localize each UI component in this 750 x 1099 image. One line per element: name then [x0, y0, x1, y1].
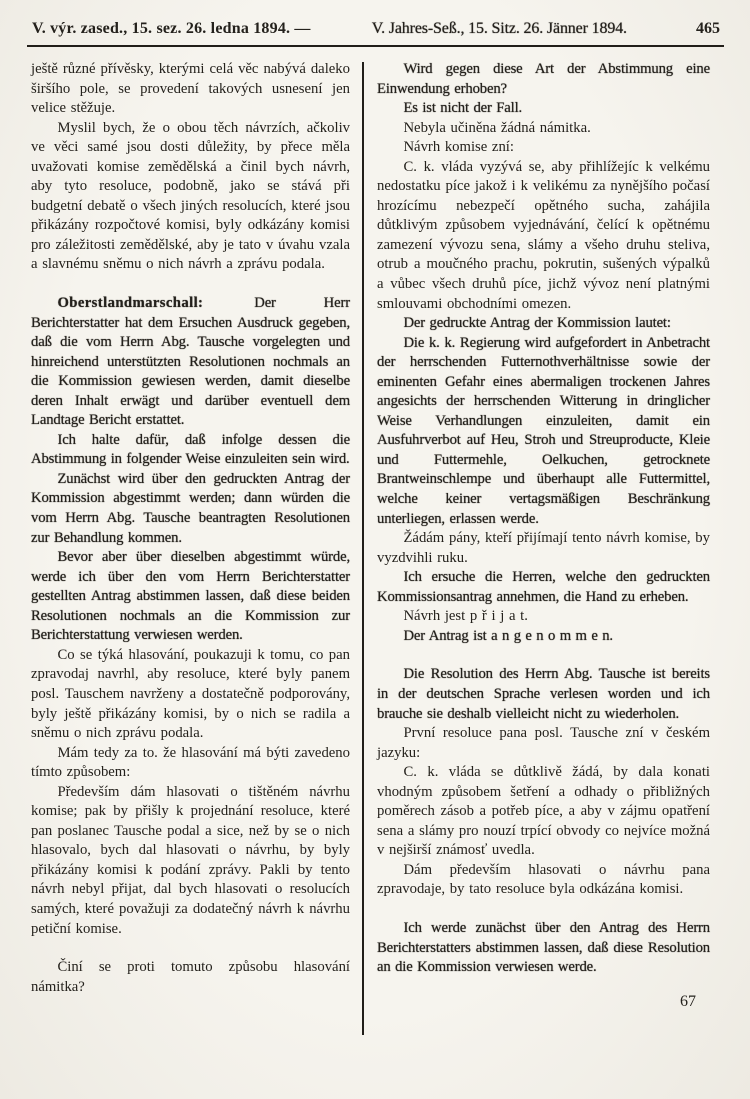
speech-paragraph: Wird gegen diese Art der Abstimmung eine Einwendung erhoben?: [377, 61, 710, 97]
speech-paragraph: Žádám pány, kteří přijímají tento návrh komise, by vyzdvihli ruku.: [377, 530, 710, 566]
resolution-text: Die k. k. Regierung wird aufgefordert in Anbetracht der herrschenden Futternothverhältnisse sowie der eminenten Gefahr eines abermaligen trockenen Jahres angesichts der herrschenden Witterung in dringlicher Weise Verhandlungen einzuleiten, damit ein Ausfuhrverbot auf Heu, Stroh und Streuproducte, Kleie und Futtermehle, Oelkuchen, getrocknete Brantweinschlempe und überhaupt alle Futtermittel, welche keiner vertagsmäßigen Beschränkung unterliegen, erlassen werde.: [377, 334, 710, 527]
left-column: [31, 60, 362, 1035]
resolution-text: C. k. vláda se důtklivě žádá, by dala konati vhodným způsobem šetření a odhady o přibližných poměrech zásob a potřeb píce, a aby v zájmu opatření sena a slámy pro nouzí trpící obvody co nejvíce možná v nejširší známosť uvedla.: [377, 764, 710, 859]
vote-result: Der Antrag ist a n g e n o m m e n.: [403, 627, 613, 644]
speech-paragraph: Myslil bych, že o obou těch návrzích, ačkoliv ve věci samé jsou dosti důležity, by přece měla uvažovati komise zemědělská a činil bych návrh, aby tyto resoluce, podobně, jako se stává při budgetní debatě o všech jiných resolucích, které jsou přikázány rozpočtové komisi, byly odkázány komisi pro záležitosti zemědělské, aby je tato v úvahu vzala a slavnému sněmu o nich návrh a zprávu podala.: [31, 119, 350, 273]
speaker-name: Oberstlandmarschall:: [57, 295, 204, 312]
page-header: [0, 0, 750, 38]
speech-paragraph: Ich werde zunächst über den Antrag des Herrn Berichterstatters abstimmen lassen, daß diese Resolution an die Kommission verwiesen werde.: [377, 919, 710, 976]
speech-paragraph: Ich halte dafür, daß infolge dessen die Abstimmung in folgender Weise einzuleiten sein wird.: [31, 431, 350, 468]
speech-paragraph: Ich ersuche die Herren, welche den gedruckten Kommissionsantrag annehmen, die Hand zu erheben.: [377, 569, 710, 605]
speech-paragraph: [31, 294, 350, 431]
right-column: [364, 60, 710, 1035]
signature-number: 67: [680, 992, 696, 1010]
vote-result: Návrh jest p ř i j a t.: [403, 608, 528, 625]
speech-paragraph: Mám tedy za to. že hlasování má býti zavedeno tímto způsobem:: [31, 744, 350, 781]
speech-paragraph: Bevor aber über dieselben abgestimmt würde, werde ich über den vom Herrn Berichterstatter gestellten Antrag abstimmen lassen, daß diese beiden Resolutionen nochmals an die Kommission zur Berichterstattung verwiesen werden.: [31, 549, 350, 644]
header-session-czech: V. výr. zased., 15. sez. 26. ledna 1894. —: [32, 20, 311, 37]
speech-paragraph: První resoluce pana posl. Tausche zní v českém jazyku:: [377, 725, 710, 761]
speech-paragraph: Es ist nicht der Fall.: [403, 100, 523, 117]
header-session-german: V. Jahres-Seß., 15. Sitz. 26. Jänner 1894.: [371, 20, 627, 37]
resolution-text: C. k. vláda vyzývá se, aby přihlížejíc k velkému nedostatku píce jakož i k velikému za nynějšího počasí hrozícímu nebezpečí opětného sucha, zahájila důtklivým způsobem vyjednávání, čelící k opětnému zamezení vývozu sena, slámy a všeho druhu steliva, otrub a moučného prachu, pokrutin, sušených výpalků a vůbec všech druhů píce, jichž vývoz není platnými smlouvami obchodními omezen.: [377, 158, 710, 312]
text-columns: [0, 47, 750, 1035]
speech-paragraph: Zunächst wird über den gedruckten Antrag der Kommission abgestimmt werden; dann würden die vom Herrn Abg. Tausche beantragten Resolutionen zur Behandlung kommen.: [31, 470, 350, 546]
speech-paragraph: Nebyla učiněna žádná námitka.: [403, 119, 591, 136]
speech-paragraph: ještě různé přívěsky, kterými celá věc nabývá daleko širšího pole, se provedení takových usnesení jen velice stěžuje.: [31, 61, 350, 117]
speech-paragraph: Především dám hlasovati o tištěném návrhu komise; pak by přišly k projednání resoluce, které pan poslanec Tausche podal a sice, než by se o nich hlasovalo, bych dal hlasovati o návrhu, by byly přikázány komisi k podání zprávy. Pakli by tento návrh nebyl přijat, dal bych hlasovati o resolucích samých, které považuji za dodatečný návrh k návrhu petiční komise.: [31, 783, 350, 937]
speech-paragraph: Dám především hlasovati o návrhu pana zpravodaje, by tato resoluce byla odkázána komisi.: [377, 861, 710, 898]
speech-paragraph: Die Resolution des Herrn Abg. Tausche ist bereits in der deutschen Sprache verlesen worden und ich brauche sie deshalb vielleicht nicht zu wiederholen.: [377, 666, 710, 722]
speech-paragraph: Činí se proti tomuto způsobu hlasování námitka?: [31, 959, 350, 995]
speech-paragraph: Návrh komise zní:: [403, 139, 514, 156]
speech-paragraph: Co se týká hlasování, poukazuji k tomu, co pan zpravodaj navrhl, aby resoluce, které byly panem posl. Tauschem navrženy a dostatečně podporovány, byly ještě přikázány komisi, by o nich se radila a sněmu o nich zprávu podala.: [31, 646, 350, 742]
speech-paragraph: Der gedruckte Antrag der Kommission lautet:: [403, 315, 671, 332]
speech-text: Der Herr Berichterstatter hat dem Ersuchen Ausdruck gegeben, daß die vom Herrn Abg. Tausche vorgelegten und hinreichend unterstützten Resolutionen nochmals an die Kommission gewiesen werden, damit dieselbe deren Inhalt erwägt und darüber eventuell dem Landtage Bericht erstattet.: [31, 295, 350, 429]
page-number: 465: [695, 20, 720, 37]
